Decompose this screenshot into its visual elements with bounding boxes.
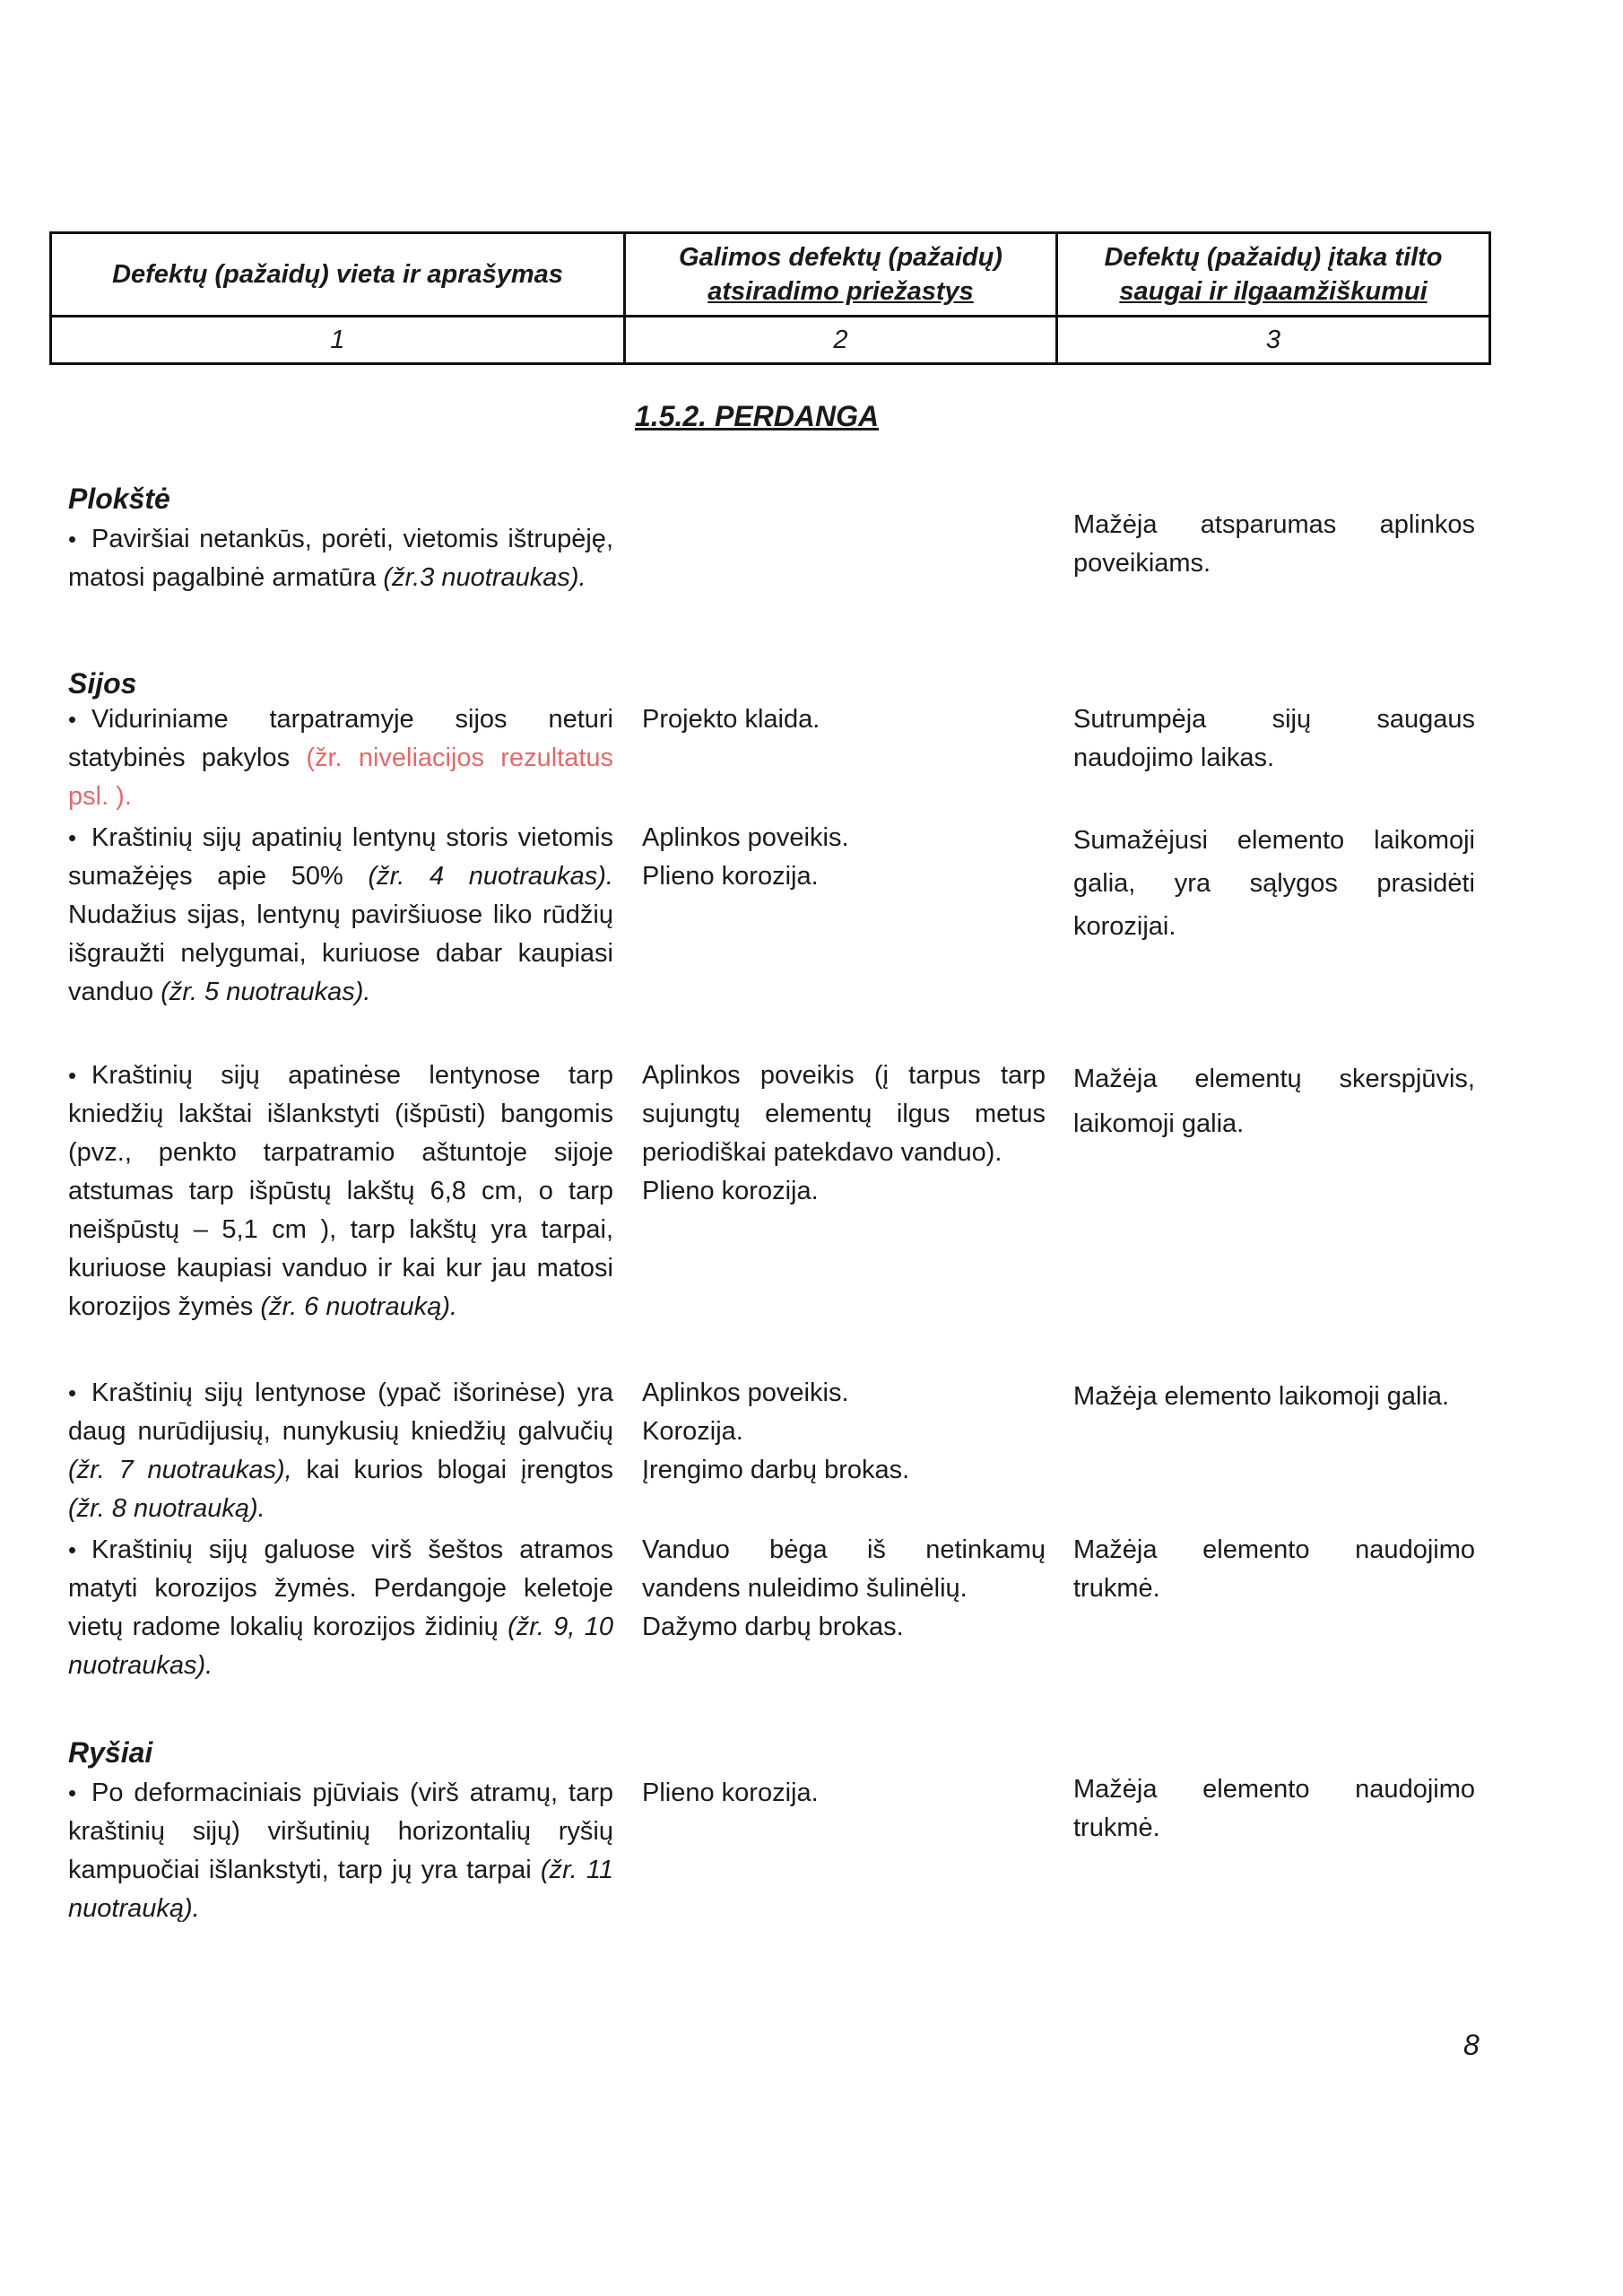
sijos-item5 xyxy=(68,1531,613,1685)
sijos-item2-ref-a: (žr. 4 nuotraukas). xyxy=(368,862,613,891)
header-col3-line1: Defektų (pažaidų) įtaka tilto xyxy=(1104,243,1443,272)
sijos-item3 xyxy=(68,1057,613,1326)
sijos-item2-text-b: Nudažius sijas, lentynų paviršiuose liko rūdžių išgraužti nelygumai, kuriuose dabar kaupiasi vanduo xyxy=(68,900,613,1006)
sijos-item4-ref-a: (žr. 7 nuotraukas), xyxy=(68,1456,292,1484)
header-col1 xyxy=(51,233,625,317)
plokste-item1 xyxy=(68,520,613,597)
bullet-icon xyxy=(68,823,91,852)
section-title: 1.5.2. PERDANGA xyxy=(635,400,880,432)
rysiai-title: Ryšiai xyxy=(68,1736,153,1769)
sijos-item4 xyxy=(68,1374,613,1528)
header-col2 xyxy=(625,233,1057,317)
page-number: 8 xyxy=(1463,2029,1480,2061)
sijos-item2-effect: Sumažėjusi elemento laikomoji galia, yra sąlygos prasidėti korozijai. xyxy=(1073,826,1475,941)
sijos-item1-text: Viduriniame tarpatramyje sijos neturi statybinės pakylos xyxy=(68,705,613,772)
sijos-title: Sijos xyxy=(68,667,137,700)
sijos-item5-cause-1: Vanduo bėga iš netinkamų vandens nuleidimo šulinėlių. xyxy=(642,1535,1046,1603)
plokste-item1-ref: (žr.3 nuotraukas). xyxy=(383,563,586,592)
bullet-icon xyxy=(68,1378,91,1407)
rysiai-item1-effect: Mažėja elemento naudojimo trukmė. xyxy=(1073,1775,1475,1842)
sijos-item1-ref: (žr. niveliacijos rezultatus psl. ). xyxy=(68,744,614,811)
sijos-item2 xyxy=(68,819,613,1012)
header-col3-line2: saugai ir ilgaamžiškumui xyxy=(1119,277,1428,306)
sijos-item3-text: Kraštinių sijų apatinėse lentynose tarp kniedžių lakštai išlankstyti (išpūsti) bangomis (pvz., penkto tarpatramio aštuntoje sijoje atstumas tarp išpūstų lakštų 6,8 cm, o tarp neišpūstų – 5,1 cm ), tarp lakštų yra tarpai, kuriuose kaupiasi vanduo ir kai kur jau matosi korozijos žymės xyxy=(68,1061,613,1321)
sijos-item3-cause-2: Plieno korozija. xyxy=(642,1177,819,1205)
header-num2: 2 xyxy=(625,317,1057,364)
sijos-item4-cause-3: Įrengimo darbų brokas. xyxy=(642,1456,910,1484)
sijos-item3-effect: Mažėja elementų skerspjūvis, laikomoji galia. xyxy=(1073,1065,1475,1138)
rysiai-item1-cause: Plieno korozija. xyxy=(642,1779,819,1807)
bullet-icon xyxy=(68,1535,91,1564)
plokste-item1-text: Paviršiai netankūs, porėti, vietomis ištrupėję, matosi pagalbinė armatūra xyxy=(68,525,613,592)
bullet-icon xyxy=(68,705,91,734)
header-col3 xyxy=(1057,233,1490,317)
header-col1-text: Defektų (pažaidų) vieta ir aprašymas xyxy=(112,260,563,289)
bullet-icon xyxy=(68,1061,91,1090)
header-num1: 1 xyxy=(51,317,625,364)
sijos-item3-cause-1: Aplinkos poveikis (į tarpus tarp sujungtų elementų ilgus metus periodiškai patekdavo vanduo). xyxy=(642,1061,1046,1167)
rysiai-item1-text: Po deformaciniais pjūviais (virš atramų, tarp kraštinių sijų) viršutinių horizontalių ryšių kampuočiai išlankstyti, tarp jų yra tarpai xyxy=(68,1779,613,1884)
sijos-item3-ref: (žr. 6 nuotrauką). xyxy=(260,1292,458,1321)
sijos-item5-text: Kraštinių sijų galuose virš šeštos atramos matyti korozijos žymės. Perdangoje keletoje vietų radome lokalių korozijos židinių xyxy=(68,1535,613,1641)
sijos-item1 xyxy=(68,700,613,816)
sijos-item4-cause-1: Aplinkos poveikis. xyxy=(642,1378,849,1407)
header-col2-line1: Galimos defektų (pažaidų) xyxy=(679,243,1002,272)
bullet-icon xyxy=(68,525,91,553)
sijos-item2-text-a: Kraštinių sijų apatinių lentynų storis vietomis sumažėjęs apie 50% xyxy=(68,823,613,891)
sijos-item1-effect: Sutrumpėja sijų saugaus naudojimo laikas. xyxy=(1073,705,1475,772)
sijos-item2-cause-1: Aplinkos poveikis. xyxy=(642,823,849,852)
sijos-item5-cause-2: Dažymo darbų brokas. xyxy=(642,1613,904,1641)
rysiai-item1-ref: (žr. 11 nuotrauką). xyxy=(68,1856,613,1923)
sijos-item5-ref: (žr. 9, 10 nuotraukas). xyxy=(68,1613,613,1680)
sijos-item5-effect: Mažėja elemento naudojimo trukmė. xyxy=(1073,1535,1475,1603)
header-table xyxy=(49,231,1491,365)
plokste-title: Plokštė xyxy=(68,483,170,515)
sijos-item4-cause-2: Korozija. xyxy=(642,1417,743,1446)
plokste-item1-effect: Mažėja atsparumas aplinkos poveikiams. xyxy=(1073,510,1475,578)
header-col2-line2: atsiradimo priežastys xyxy=(707,277,974,306)
sijos-item2-ref-b: (žr. 5 nuotraukas). xyxy=(161,978,371,1006)
sijos-item2-cause-2: Plieno korozija. xyxy=(642,862,819,891)
bullet-icon xyxy=(68,1779,91,1807)
header-num3: 3 xyxy=(1057,317,1490,364)
sijos-item4-text-a: Kraštinių sijų lentynose (ypač išorinėse) yra daug nurūdijusių, nunykusių kniedžių galvučių xyxy=(68,1378,613,1446)
sijos-item4-ref-b: (žr. 8 nuotrauką). xyxy=(68,1494,265,1523)
sijos-item4-text-b: kai kurios blogai įrengtos xyxy=(291,1456,613,1484)
sijos-item1-cause: Projekto klaida. xyxy=(642,705,820,734)
sijos-item4-effect: Mažėja elemento laikomoji galia. xyxy=(1073,1382,1450,1411)
rysiai-item1 xyxy=(68,1774,613,1928)
